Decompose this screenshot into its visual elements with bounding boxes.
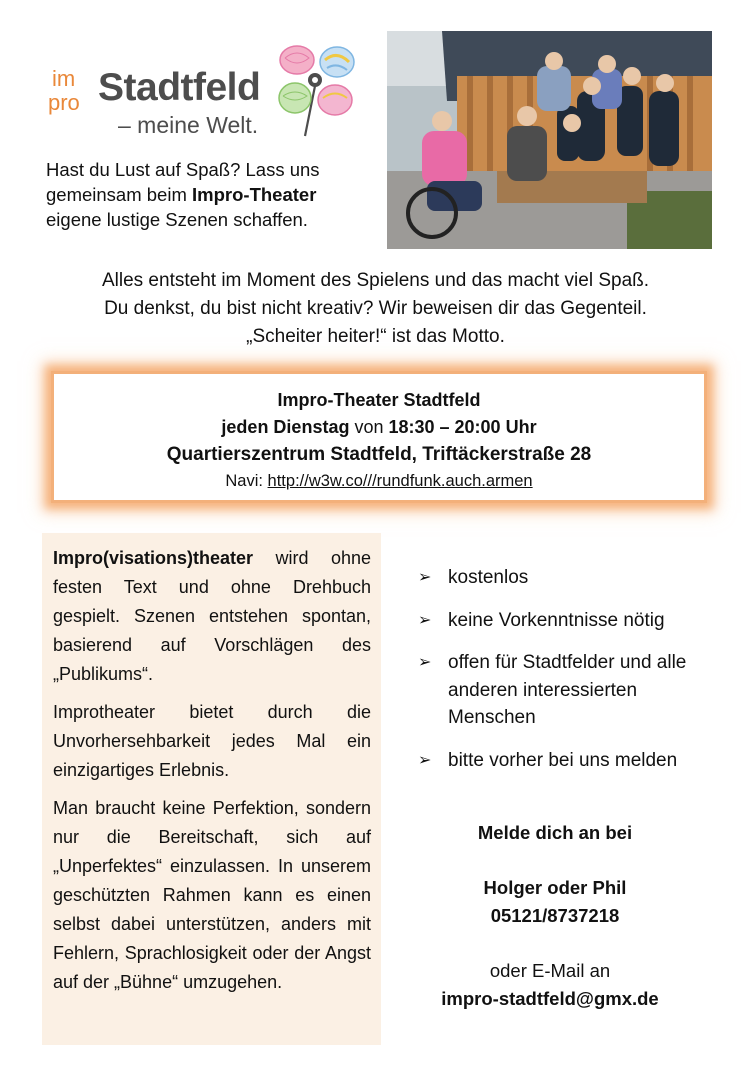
list-item xyxy=(418,607,718,635)
description-paragraph-1 xyxy=(53,544,371,689)
event-info-box xyxy=(51,371,707,503)
event-from-word: von xyxy=(349,417,389,437)
intro-part1: Hast du Lust auf Spaß? Lass uns gemeinsam beim xyxy=(46,159,320,205)
arrow-bullet-icon: ➢ xyxy=(418,611,432,629)
event-time: 18:30 – 20:00 Uhr xyxy=(388,417,537,437)
group-photo xyxy=(387,31,712,249)
logo-name: Stadtfeld xyxy=(98,66,261,109)
event-title: Impro-Theater Stadtfeld xyxy=(277,390,481,410)
contact-or-email: oder E-Mail an xyxy=(489,960,611,981)
event-day: jeden Dienstag xyxy=(221,417,350,437)
logo-im-text: im xyxy=(52,66,76,91)
intro-bold: Impro-Theater xyxy=(192,184,317,205)
intro-part2: eigene lustige Szenen schaffen. xyxy=(46,209,308,230)
logo-tagline: – meine Welt. xyxy=(118,112,259,138)
list-item-label: kostenlos xyxy=(448,567,529,588)
navi-label: Navi: xyxy=(225,472,268,490)
arrow-bullet-icon: ➢ xyxy=(418,751,432,769)
pinwheel-logo-icon xyxy=(275,38,357,138)
middle-line-3: „Scheiter heiter!“ ist das Motto. xyxy=(246,326,505,347)
list-item xyxy=(418,564,718,592)
middle-line-1: Alles entsteht im Moment des Spielens und das macht viel Spaß. xyxy=(101,270,650,291)
list-item-label: bitte vorher bei uns melden xyxy=(448,749,678,771)
middle-paragraph xyxy=(40,267,711,351)
description-p1-rest: wird ohne festen Text und ohne Drehbuch gespielt. Szenen entstehen spontan, basierend auf Vorschlägen des „Publikums“. xyxy=(53,548,371,684)
intro-text xyxy=(46,157,376,232)
event-location: Quartierszentrum Stadtfeld, Triftäckerstraße 28 xyxy=(166,444,592,465)
arrow-bullet-icon: ➢ xyxy=(418,654,432,671)
contact-names: Holger oder Phil xyxy=(483,877,627,898)
description-paragraph-2: Improtheater bietet durch die Unvorhersehbarkeit jedes Mal ein einzigartiges Erlebnis. xyxy=(53,702,371,780)
contact-heading: Melde dich an bei xyxy=(477,822,633,843)
description-text xyxy=(53,544,371,1006)
contact-email[interactable]: impro-stadtfeld@gmx.de xyxy=(441,988,659,1009)
contact-phone[interactable]: 05121/8737218 xyxy=(490,905,620,926)
feature-list xyxy=(418,564,718,789)
logo-pro-text: pro xyxy=(48,90,80,115)
navi-link[interactable]: http://w3w.co///rundfunk.auch.armen xyxy=(267,472,533,490)
list-item-label: offen für Stadtfelder und alle anderen interessierten Menschen xyxy=(448,652,687,728)
description-p1-bold: Impro(visations)theater xyxy=(53,548,254,568)
description-paragraph-3: Man braucht keine Perfektion, sondern nur die Bereitschaft, sich auf „Unperfektes“ einzulassen. In unserem geschützten Rahmen kann es einen selbst dabei unterstützen, anders mit Fehlern, Sprachlosigkeit oder der Angst auf der „Bühne“ umzugehen. xyxy=(53,798,371,992)
list-item xyxy=(418,747,718,775)
list-item xyxy=(418,649,718,732)
middle-line-2: Du denkst, du bist nicht kreativ? Wir beweisen dir das Gegenteil. xyxy=(104,298,647,319)
arrow-bullet-icon: ➢ xyxy=(418,569,432,586)
list-item-label: keine Vorkenntnisse nötig xyxy=(448,609,665,631)
